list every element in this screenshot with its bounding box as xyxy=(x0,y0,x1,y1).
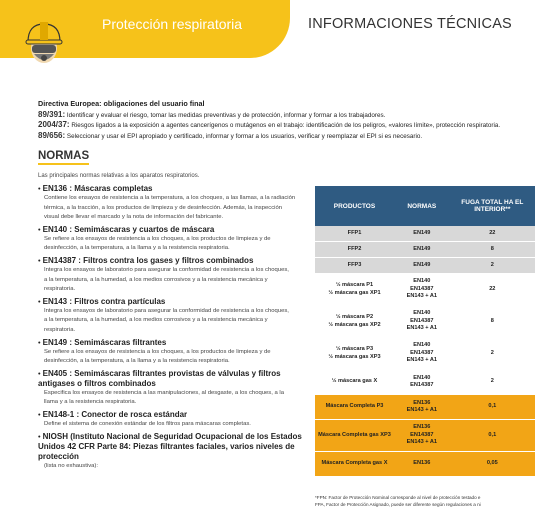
table-cell-value: 0,1 xyxy=(450,395,535,420)
table-cell-product: Máscara Completa P3 xyxy=(315,395,394,420)
table-cell-norms: EN140 EN14387 xyxy=(394,370,450,395)
norm-description: a la temperatura, a la humedad, a los medios corrosivos y a la resistencia mecánica y xyxy=(44,276,268,283)
bullet: • xyxy=(38,224,43,234)
table-header: PRODUCTOS xyxy=(315,186,394,226)
norm-item xyxy=(38,297,308,336)
table-body xyxy=(315,226,535,477)
norm-description: desinfección, a la temperatura, a la llama y a la resistencia respiratoria. xyxy=(44,358,230,365)
norm-title-text: (Instituto Nacional de Seguridad Ocupacional de los Estados Unidos 42 CFR Parte 84: Piezas filtrantes faciales, varios niveles de protección xyxy=(38,431,302,461)
table-cell-norms: EN136 EN14387 EN143 + A1 xyxy=(394,420,450,452)
table-cell-value: 0,1 xyxy=(450,420,535,452)
directive-item xyxy=(38,110,508,121)
norm-item xyxy=(38,410,308,430)
table-cell-value: 22 xyxy=(450,226,535,242)
norm-title xyxy=(38,297,308,307)
norm-separator: : xyxy=(74,409,82,419)
norm-description: respiratoria. xyxy=(44,286,76,293)
norm-separator: : xyxy=(67,337,75,347)
norm-title-text: Conector de rosca estándar xyxy=(81,409,188,419)
norm-description: Se refiere a los ensayos de resistencia a los choques, a los productos de limpieza y de xyxy=(44,235,271,242)
norm-code: EN140 xyxy=(42,224,68,234)
table-row xyxy=(315,452,535,477)
protection-table xyxy=(315,186,524,477)
norm-separator: : xyxy=(76,255,84,265)
norm-separator: : xyxy=(67,184,75,193)
table-cell-product: FFP2 xyxy=(315,242,394,258)
table-cell-norms: EN140 EN14387 EN143 + A1 xyxy=(394,338,450,370)
norm-separator: : xyxy=(67,224,75,234)
norm-item xyxy=(38,225,308,254)
bullet: • xyxy=(38,368,43,378)
norm-item xyxy=(38,338,308,367)
table-cell-value: 2 xyxy=(450,370,535,395)
norm-code: EN405 xyxy=(42,368,68,378)
normas-intro: Las principales normas relativas a los aparatos respiratorios. xyxy=(38,173,200,179)
directive-title: Directiva Europea: obligaciones del usuario final xyxy=(38,99,205,108)
directive-item xyxy=(38,120,508,131)
norm-title xyxy=(38,338,308,348)
norm-description: Integra los ensayos de laboratorio para asegurar la conformidad de resistencia a los choques, xyxy=(44,307,289,314)
table-footnote xyxy=(315,494,515,508)
table-row xyxy=(315,338,535,370)
norm-description: Especifica los ensayos de resistencia a las manipulaciones, al desgaste, a los choques, a la xyxy=(44,389,285,396)
norm-description: Se refiere a los ensayos de resistencia a los choques, a los productos de limpieza y de xyxy=(44,348,271,355)
norm-title-text: Máscaras completas xyxy=(74,184,153,193)
directive-code: 89/391: xyxy=(38,109,66,119)
table-row xyxy=(315,395,535,420)
table-row xyxy=(315,420,535,452)
table-cell-product: ½ máscara P3 ½ máscara gas XP3 xyxy=(315,338,394,370)
table-cell-norms: EN149 xyxy=(394,226,450,242)
norm-description: llama y a la resistencia respiratoria. xyxy=(44,399,137,406)
table-cell-norms: EN136 xyxy=(394,452,450,477)
norm-title xyxy=(38,184,308,194)
table-cell-product: Máscara Completa gas XP3 xyxy=(315,420,394,452)
table-row xyxy=(315,226,535,242)
normas-heading: NORMAS xyxy=(38,150,89,165)
table-row xyxy=(315,242,535,258)
directive-item xyxy=(38,131,508,142)
norm-separator: : xyxy=(67,296,75,306)
table-cell-norms: EN149 xyxy=(394,242,450,258)
norm-description: respiratoria. xyxy=(44,326,76,333)
norm-code: EN143 xyxy=(42,296,68,306)
bullet: • xyxy=(38,431,43,441)
norm-title-text: Semimáscaras filtrantes xyxy=(74,337,167,347)
norm-title-text: Semimáscaras filtrantes provistas de válvulas y filtros antigases o filtros combinados xyxy=(38,368,281,388)
norm-title-text: Filtros contra partículas xyxy=(74,296,166,306)
norm-code: EN148-1 xyxy=(42,409,75,419)
norm-separator: : xyxy=(67,368,75,378)
table-cell-product: ½ máscara gas X xyxy=(315,370,394,395)
directive-text: Riesgos ligados a la exposición a agentes cancerígenos o mutágenos en el trabajo: identificación de los peligros, «valores límite», protección respiratoria. xyxy=(71,122,501,130)
table-cell-product: FFP3 xyxy=(315,258,394,274)
table-row xyxy=(315,370,535,395)
table-cell-value: 22 xyxy=(450,274,535,306)
norm-code: EN149 xyxy=(42,337,68,347)
footnote-line: FPA, Factor de Protección Asignado, puede ser diferente según regulaciones a ni xyxy=(315,502,481,507)
norm-item xyxy=(38,432,308,472)
norm-description: térmica, a la tracción, a los productos de limpieza y de desinfección. Además, la inspección xyxy=(44,204,283,211)
table-cell-norms: EN149 xyxy=(394,258,450,274)
norm-code: NIOSH xyxy=(42,431,68,441)
bullet: • xyxy=(38,184,43,193)
footnote-line: *FPN: Factor de Protección Nominal corresponde al nivel de protección testado e xyxy=(315,495,481,500)
norm-description: visual debe llevar el marcado y la nota de información del fabricante. xyxy=(44,214,224,221)
table-cell-product: FFP1 xyxy=(315,226,394,242)
norm-code: EN14387 xyxy=(42,255,77,265)
header-title: Protección respiratoria xyxy=(102,16,243,32)
table-cell-value: 8 xyxy=(450,306,535,338)
section-title: INFORMACIONES TÉCNICAS xyxy=(308,16,512,32)
norm-description: Define el sistema de conexión estándar de los filtros para máscaras completas. xyxy=(44,420,251,427)
norm-description: Contiene los ensayos de resistencia a la temperatura, a los choques, a las llamas, a la radiación xyxy=(44,195,296,201)
norm-description: desinfección, a la temperatura, a la llama y a la resistencia respiratoria. xyxy=(44,245,230,252)
norm-title xyxy=(38,256,308,266)
table-cell-product: ½ máscara P2 ½ máscara gas XP2 xyxy=(315,306,394,338)
directive-text: Seleccionar y usar el EPI apropiado y certificado, informar y formar a los usuarios, verificar y reemplazar el EPI si es necesario. xyxy=(66,132,423,140)
directive-section xyxy=(38,99,508,141)
table-cell-norms: EN140 EN14387 EN143 + A1 xyxy=(394,274,450,306)
bullet: • xyxy=(38,409,43,419)
table-cell-value: 2 xyxy=(450,258,535,274)
bullet: • xyxy=(38,296,43,306)
table-row xyxy=(315,274,535,306)
table-cell-value: 0,05 xyxy=(450,452,535,477)
norm-title xyxy=(38,410,308,420)
directive-code: 89/656: xyxy=(38,130,66,140)
norm-description: Integra los ensayos de laboratorio para asegurar la conformidad de resistencia a los choques, xyxy=(44,266,289,273)
directive-code: 2004/37: xyxy=(38,120,70,130)
helmet-icon xyxy=(22,18,66,68)
norm-title-text: Semimáscaras y cuartos de máscara xyxy=(74,224,215,234)
norm-item xyxy=(38,184,308,223)
norm-title xyxy=(38,432,308,462)
bullet: • xyxy=(38,337,43,347)
table-cell-value: 2 xyxy=(450,338,535,370)
norm-description: (lista no exhaustiva): xyxy=(44,462,99,469)
table-row xyxy=(315,258,535,274)
table-cell-product: Máscara Completa gas X xyxy=(315,452,394,477)
norm-description: a la temperatura, a la humedad, a los medios corrosivos y a la resistencia mecánica y xyxy=(44,317,268,324)
norm-item xyxy=(38,369,308,408)
normas-list xyxy=(38,184,308,473)
directive-text: Identificar y evaluar el riesgo, tomar las medidas preventivas y de protección, informar y formar a los trabajadores. xyxy=(66,111,386,119)
table-header: FUGA TOTAL HA EL INTERIOR** xyxy=(450,186,535,226)
norm-title xyxy=(38,369,308,389)
bullet: • xyxy=(38,255,43,265)
table-cell-product: ½ máscara P1 ½ máscara gas XP1 xyxy=(315,274,394,306)
table-row xyxy=(315,306,535,338)
table-cell-norms: EN140 EN14387 EN143 + A1 xyxy=(394,306,450,338)
norm-code: EN136 xyxy=(42,184,68,193)
table-cell-value: 8 xyxy=(450,242,535,258)
page-header xyxy=(0,0,512,70)
table-cell-norms: EN136 EN143 + A1 xyxy=(394,395,450,420)
table-header: NORMAS xyxy=(394,186,450,226)
norm-item xyxy=(38,256,308,295)
norm-title xyxy=(38,225,308,235)
norm-title-text: Filtros contra los gases y filtros combinados xyxy=(83,255,254,265)
